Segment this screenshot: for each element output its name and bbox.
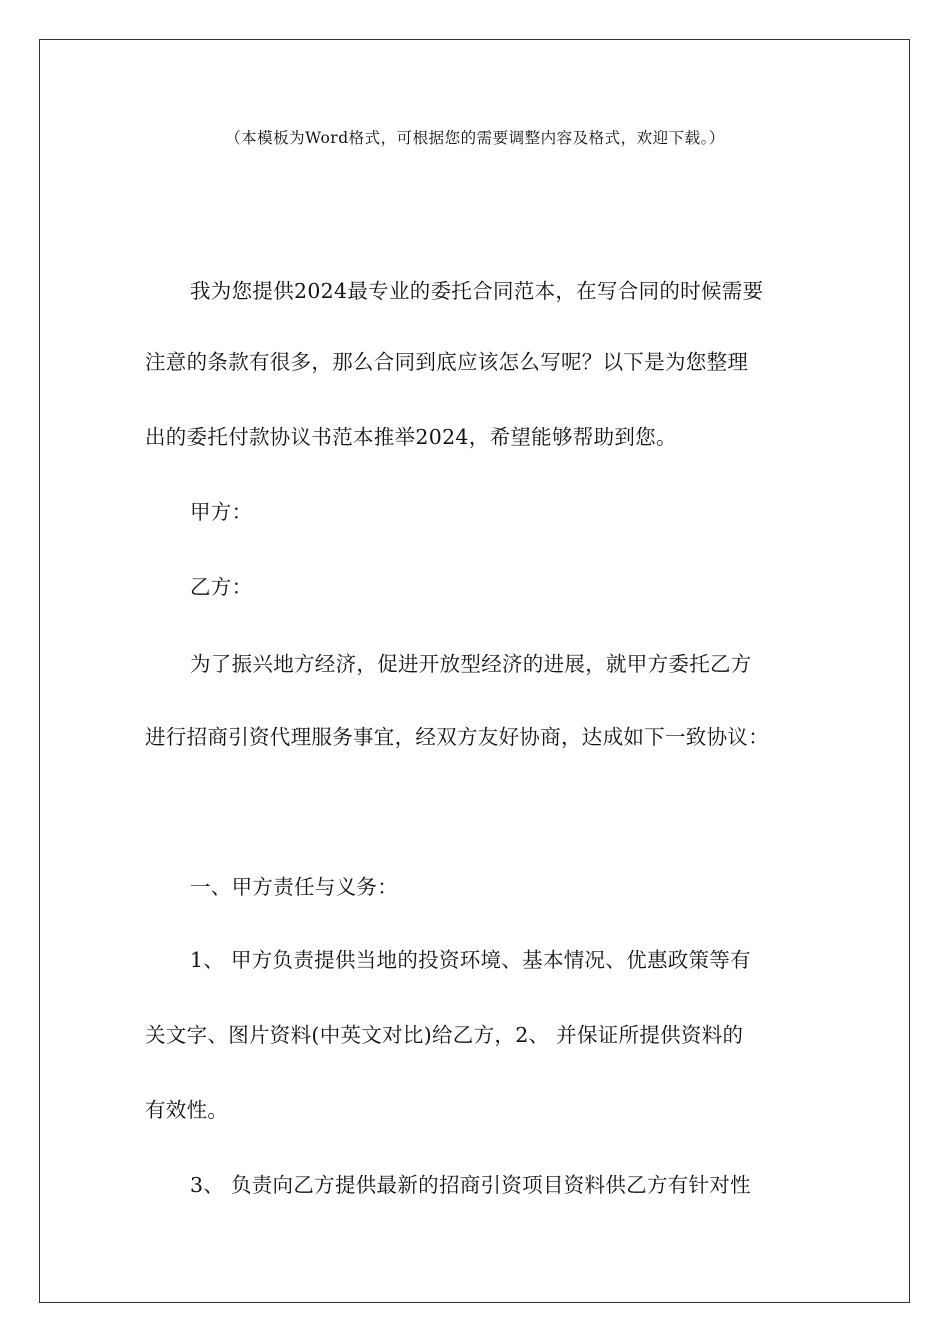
intro-line-3: 出的委托付款协议书范本推举2024，希望能够帮助到您。 — [145, 425, 677, 449]
clause-1-line-1: 1、 甲方负责提供当地的投资环境、基本情况、优惠政策等有 — [190, 948, 751, 972]
intro-line-2: 注意的条款有很多，那么合同到底应该怎么写呢？以下是为您整理 — [145, 350, 749, 374]
clause-1-line-3: 有效性。 — [145, 1098, 229, 1122]
template-note: （本模板为Word格式，可根据您的需要调整内容及格式，欢迎下载。） — [225, 129, 725, 147]
purpose-line-2: 进行招商引资代理服务事宜，经双方友好协商，达成如下一致协议： — [145, 725, 769, 749]
clause-3-line-1: 3、 负责向乙方提供最新的招商引资项目资料供乙方有针对性 — [190, 1173, 751, 1197]
section-1-title: 一、甲方责任与义务： — [190, 875, 398, 899]
party-a-label: 甲方： — [190, 500, 253, 524]
intro-line-1: 我为您提供2024最专业的委托合同范本，在写合同的时候需要 — [190, 279, 764, 303]
purpose-line-1: 为了振兴地方经济，促进开放型经济的进展，就甲方委托乙方 — [190, 652, 752, 676]
party-b-label: 乙方： — [190, 575, 253, 599]
clause-1-line-2: 关文字、图片资料(中英文对比)给乙方，2、 并保证所提供资料的 — [145, 1023, 744, 1047]
